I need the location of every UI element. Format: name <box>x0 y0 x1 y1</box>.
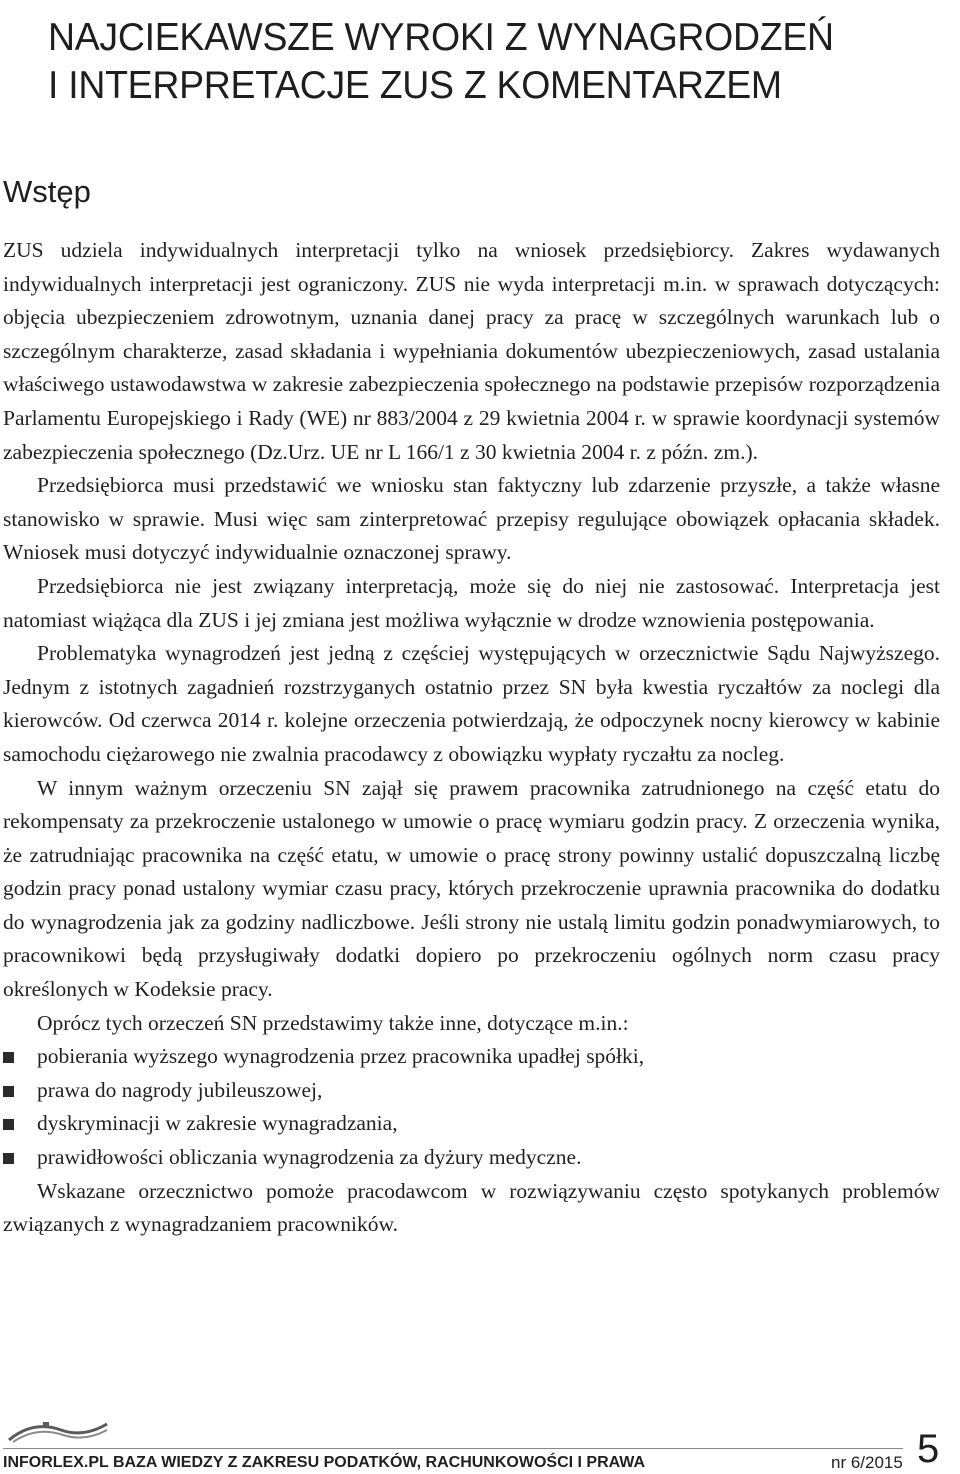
page-title <box>48 14 912 110</box>
footer-publisher: INFORLEX.PL BAZA WIEDZY Z ZAKRESU PODATKÓW, RACHUNKOWOŚCI I PRAWA <box>3 1454 646 1471</box>
paragraph-closing: Wskazane orzecznictwo pomoże pracodawcom w rozwiązywaniu często spotykanych problemów związanych z wynagradzaniem pracowników. <box>3 1178 940 1237</box>
title-line-2: I INTERPRETACJE ZUS Z KOMENTARZEM <box>48 64 782 107</box>
paragraph-part-time-overtime: W innym ważnym orzeczeniu SN zajął się prawem pracownika zatrudnionego na część etatu do rekompensaty za przekroczenie ustalonego w umowie o pracę wymiaru godzin pracy. Z orzeczenia wynika, że zatrudniając pracownika na część etatu, w umowie o pracę strony powinny ustalić dopuszczalną liczbę godzin pracy ponad ustalony wymiar czasu pracy, których przekroczenie uprawnia pracownika do dodatku do wynagrodzenia jak za godziny nadliczbowe. Jeśli strony nie ustalą limitu godzin ponadwymiarowych, to pracownikowi będą przysługiwały dodatki dopiero po przekroczeniu ogólnych norm czasu pracy określonych w Kodeksie pracy. <box>3 775 940 1002</box>
page-number: 5 <box>917 1427 940 1471</box>
list-item <box>3 1074 940 1108</box>
square-bullet-icon <box>3 1153 14 1164</box>
list-item-text: dyskryminacji w zakresie wynagradzania, <box>37 1111 398 1136</box>
inforlex-logo-icon <box>3 1418 113 1446</box>
list-item-text: pobierania wyższego wynagrodzenia przez pracownika upadłej spółki, <box>37 1044 645 1069</box>
title-line-1: NAJCIEKAWSZE WYROKI Z WYNAGRODZEŃ <box>48 16 834 59</box>
paragraph-applicant-obligations: Przedsiębiorca musi przedstawić we wniosku stan faktyczny lub zdarzenie przyszłe, a także własne stanowisko w sprawie. Musi więc sam zinterpretować przepisy regulujące obowiązek opłacania składek. Wniosek musi dotyczyć indywidualnie oznaczonej sprawy. <box>3 473 940 565</box>
footer-divider <box>3 1448 903 1449</box>
square-bullet-icon <box>3 1086 14 1097</box>
rulings-list <box>3 1040 940 1174</box>
list-item-text: prawa do nagrody jubileuszowej, <box>37 1077 323 1102</box>
paragraph-binding-interpretation: Przedsiębiorca nie jest związany interpretacją, może się do niej nie zastosować. Interpretacja jest natomiast wiążąca dla ZUS i jej zmiana jest możliwa wyłącznie w drodze wznowienia postępowania. <box>3 573 940 632</box>
paragraph-driver-lump-sums: Problematyka wynagrodzeń jest jedną z częściej występujących w orzecznictwie Sądu Najwyższego. Jednym z istotnych zagadnień rozstrzyganych ostatnio przez SN była kwestia ryczałtów za noclegi dla kierowców. Od czerwca 2014 r. kolejne orzeczenia potwierdzają, że odpoczynek nocny kierowcy w kabinie samochodu ciężarowego nie zwalnia pracodawcy z obowiązku wypłaty ryczałtu za nocleg. <box>3 641 940 766</box>
page-footer <box>3 1414 957 1474</box>
list-item <box>3 1107 940 1141</box>
article-body <box>3 234 940 1242</box>
list-item <box>3 1040 940 1074</box>
section-heading: Wstęp <box>3 174 91 209</box>
square-bullet-icon <box>3 1052 14 1063</box>
list-item-text: prawidłowości obliczania wynagrodzenia za dyżury medyczne. <box>37 1145 582 1170</box>
square-bullet-icon <box>3 1119 14 1130</box>
paragraph-intro: ZUS udziela indywidualnych interpretacji tylko na wniosek przedsiębiorcy. Zakres wydawanych indywidualnych interpretacji jest ograniczony. ZUS nie wyda interpretacji m.in. w sprawach dotyczących: objęcia ubezpieczeniem zdrowotnym, uznania danej pracy za pracę w szczególnych warunkach lub o szczególnym charakterze, zasad składania i wypełniania dokumentów ubezpieczeniowych, zasad ustalania właściwego ustawodawstwa w zakresie zabezpieczenia społecznego na podstawie przepisów rozporządzenia Parlamentu Europejskiego i Rady (WE) nr 883/2004 z 29 kwietnia 2004 r. w sprawie koordynacji systemów zabezpieczenia społecznego (Dz.Urz. UE nr L 166/1 z 30 kwietnia 2004 r. z późn. zm.). <box>3 238 940 464</box>
list-item <box>3 1141 940 1175</box>
paragraph-other-rulings: Oprócz tych orzeczeń SN przedstawimy także inne, dotyczące m.in.: <box>37 1010 629 1035</box>
issue-number: nr 6/2015 <box>831 1453 903 1472</box>
